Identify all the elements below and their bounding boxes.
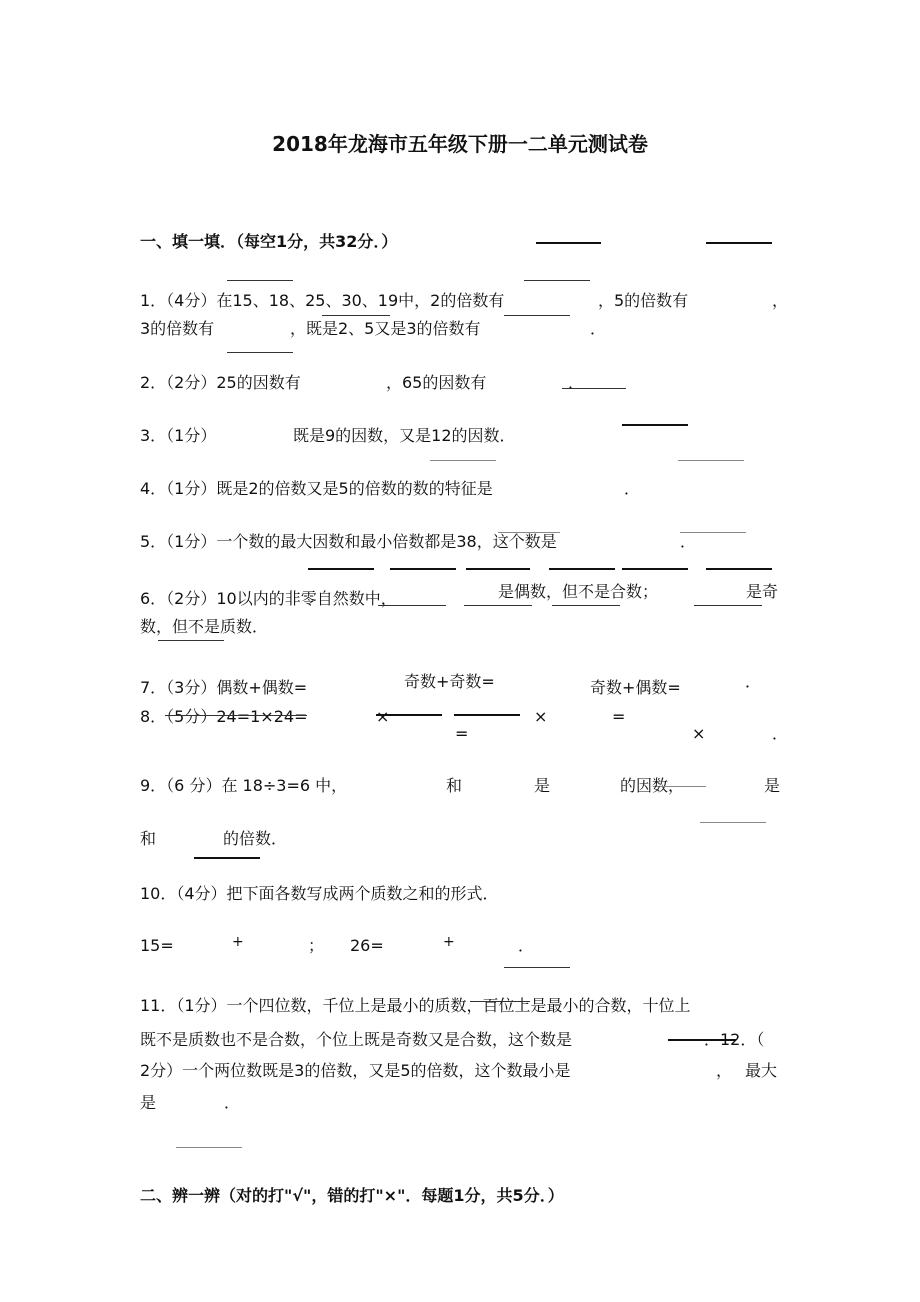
q9-text-c: 是 [534, 776, 551, 795]
q2-text-c: ． [568, 373, 585, 392]
q1-text-e: ，既是2、5又是3的倍数有 [290, 319, 481, 338]
answer-line [322, 315, 390, 316]
q8-equals-2: = [455, 724, 469, 743]
q12-text-f: 最大 [745, 1061, 778, 1080]
answer-line [504, 967, 570, 968]
strike-line [165, 715, 307, 716]
q11-text-b: 既不是质数也不是合数，个位上既是奇数又是合数，这个数是 [140, 1030, 573, 1049]
q1-text-f: ． [590, 319, 607, 338]
answer-line [466, 568, 530, 570]
answer-line [622, 424, 688, 426]
answer-line [700, 822, 766, 823]
q1-text-b: ，5的倍数有 [598, 291, 689, 310]
q4-text-b: ． [624, 479, 641, 498]
q2-text-b: ，65的因数有 [386, 373, 487, 392]
answer-line [622, 568, 688, 570]
q4-text-a: 4．（1分）既是2的倍数又是5的倍数的数的特征是 [140, 479, 493, 498]
q12-text-e: ， [716, 1061, 733, 1080]
answer-line [376, 714, 442, 716]
q10-dot: ． [518, 936, 535, 955]
q3-text-a: 3．（1分） [140, 426, 217, 445]
answer-line [227, 352, 293, 353]
page-title: 2018年龙海市五年级下册一二单元测试卷 [272, 132, 648, 156]
q6-text-c: 是奇 [746, 582, 779, 601]
q8-times-1: × [376, 707, 390, 726]
answer-line [552, 605, 620, 606]
q10-text-a: 10．（4分）把下面各数写成两个质数之和的形式． [140, 884, 499, 903]
q11-text-a: 11．（1分）一个四位数，千位上是最小的质数，百位上是最小的合数，十位上 [140, 996, 691, 1015]
q7-text-a: 7．（3分）偶数+偶数= [140, 678, 308, 697]
q8-times-2: × [534, 707, 548, 726]
answer-line [694, 605, 762, 606]
q9-text-a: 9．（6 分）在 18÷3=6 中， [140, 776, 348, 795]
answer-line [378, 605, 446, 606]
q2-text-a: 2．（2分）25的因数有 [140, 373, 301, 392]
answer-line [194, 857, 260, 859]
q1-text-c: ， [772, 291, 789, 310]
q6-text-a: 6．（2分）10以内的非零自然数中， [140, 589, 397, 608]
q9-text-e: 是 [764, 776, 781, 795]
q7-text-b: 奇数+奇数= [404, 672, 495, 691]
answer-line [430, 460, 496, 461]
q8-text-a: 8．（5分）24=1×24= [140, 707, 308, 726]
answer-line [524, 280, 590, 281]
q5-text-a: 5．（1分）一个数的最大因数和最小倍数都是38，这个数是 [140, 532, 557, 551]
q9-text-f: 和 [140, 829, 157, 848]
answer-line [227, 280, 293, 281]
q10-semicolon: ； [308, 936, 325, 955]
q12-text-d: 2分）一个两位数既是3的倍数，又是5的倍数，这个数最小是 [140, 1061, 571, 1080]
q7-text-c: 奇数+偶数= [590, 678, 681, 697]
answer-line [660, 786, 706, 787]
answer-line [536, 242, 601, 244]
q12-text-h: ． [224, 1093, 241, 1112]
answer-line [706, 568, 772, 570]
q9-text-b: 和 [446, 776, 463, 795]
answer-line [706, 242, 772, 244]
q12-text-g: 是 [140, 1093, 157, 1112]
answer-line [678, 460, 744, 461]
q5-text-b: ． [680, 532, 697, 551]
q6-text-b: 是偶数，但不是合数； [498, 582, 659, 601]
section-2-heading: 二、辨一辨（对的打"√"，错的打"×"．每题1分，共5分．） [140, 1186, 564, 1205]
answer-line [549, 568, 615, 570]
answer-line [562, 388, 626, 389]
q8-dot: ． [772, 724, 789, 743]
answer-line [454, 714, 520, 716]
q10-text-c: 26= [350, 936, 384, 955]
q9-text-d: 的因数， [620, 776, 685, 795]
answer-line [504, 315, 570, 316]
answer-line [464, 605, 532, 606]
q3-text-b: 既是9的因数，又是12的因数． [293, 426, 516, 445]
q8-times-3: × [692, 724, 706, 743]
answer-line [390, 568, 456, 570]
q9-text-g: 的倍数． [223, 829, 288, 848]
q7-text-d: ． [745, 672, 762, 691]
q6-text-d: 数，但不是质数． [140, 617, 269, 636]
q1-text-d: 3的倍数有 [140, 319, 215, 338]
answer-line [308, 568, 374, 570]
q10-plus-1: + [232, 934, 244, 950]
strike-line [470, 1001, 530, 1002]
answer-line [158, 640, 224, 641]
section-1-heading: 一、填一填．（每空1分，共32分．） [140, 232, 398, 251]
answer-line [176, 1147, 242, 1148]
q1-text-a: 1．（4分）在15、18、25、30、19中，2的倍数有 [140, 291, 505, 310]
q8-equals-1: = [612, 707, 626, 726]
q10-text-b: 15= [140, 936, 174, 955]
q11-text-c: ．12．（ [704, 1030, 765, 1049]
q10-plus-2: + [443, 934, 455, 950]
